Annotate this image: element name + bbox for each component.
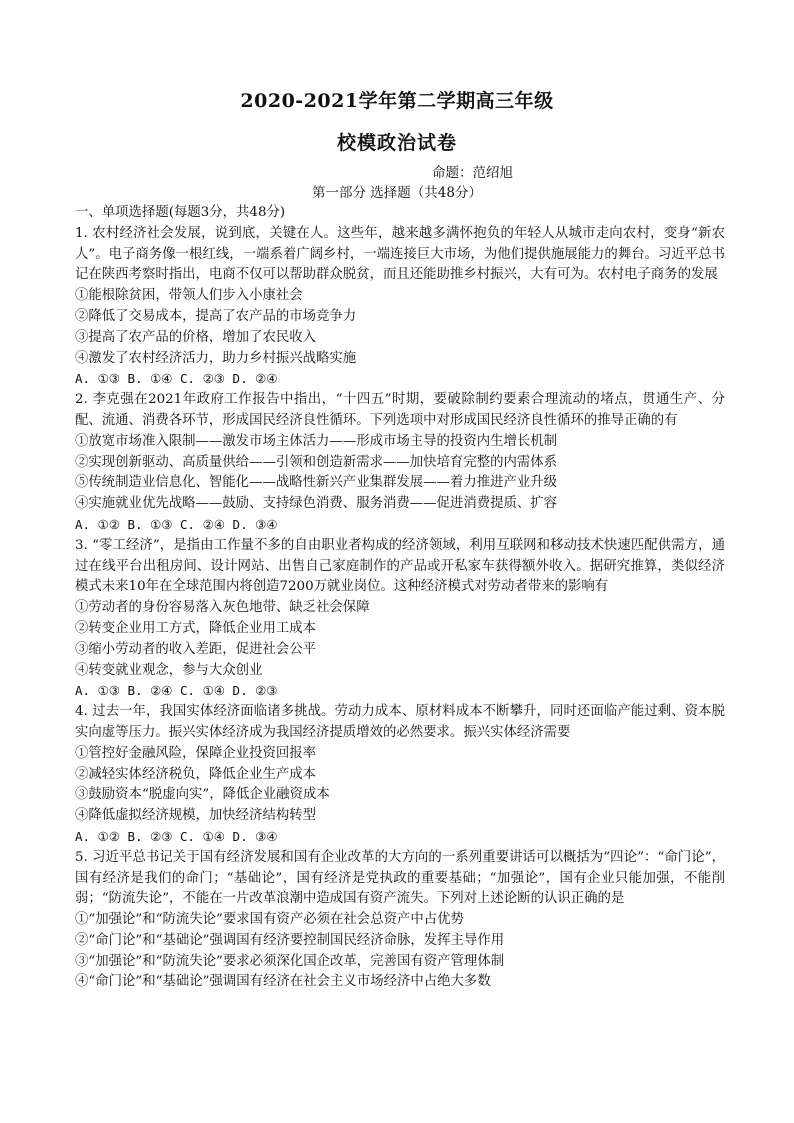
question-1-option: ①能根除贫困，带领人们步入小康社会 — [75, 288, 303, 304]
question-5-option: ②“命门论”和“基础论”强调国有经济要控制国民经济命脉，发挥主导作用 — [75, 932, 505, 948]
part-heading: 第一部分 选择题（共48分） — [312, 185, 482, 201]
section-heading: 一、单项选择题(每题3分，共48分) — [75, 205, 286, 220]
question-2-answers: A. ①② B. ①③ C. ②④ D. ③④ — [75, 516, 278, 532]
question-4-option: ①管控好金融风险，保障企业投资回报率 — [75, 745, 317, 761]
exam-title-year: 2020-2021学年第二学期高三年级 — [240, 90, 554, 112]
question-2-option: ①放宽市场准入限制——激发市场主体活力——形成市场主导的投资内生增长机制 — [75, 433, 558, 449]
question-3-stem: 3. “零工经济”，是指由工作量不多的自由职业者构成的经济领域，利用互联网和移动技术快速匹配供需方，通过在线平台出租房间、设计网站、出售自己家庭制作的产品或开私家车获得额外收入。据研究推算，类似经济模式未来10年在全球范围内将创造7200万就业岗位。这种经济模式对劳动者带来的影响有 — [75, 537, 725, 595]
question-1-stem: 1. 农村经济社会发展，说到底，关键在人。这些年，越来越多满怀抱负的年轻人从城市走向农村，变身“新农人”。电子商务像一根红线，一端系着广阔乡村，一端连接巨大市场，为他们提供施展能力的舞台。习近平总书记在陕西考察时指出，电商不仅可以帮助群众脱贫，而且还能助推乡村振兴，大有可为。农村电子商务的发展 — [75, 225, 725, 283]
question-area — [75, 203, 725, 993]
question-4-answers: A. ①② B. ②③ C. ①④ D. ③④ — [75, 828, 278, 844]
question-3-option: ③缩小劳动者的收入差距，促进社会公平 — [75, 641, 317, 657]
question-4-option: ③鼓励资本“脱虚向实”，降低企业融资成本 — [75, 787, 330, 803]
question-3-option: ①劳动者的身份容易落入灰色地带、缺乏社会保障 — [75, 600, 370, 616]
question-3-answers: A. ①③ B. ②④ C. ①④ D. ②③ — [75, 683, 278, 699]
question-1-answers: A. ①③ B. ①④ C. ②③ D. ②④ — [75, 371, 278, 387]
question-4-stem: 4. 过去一年，我国实体经济面临诸多挑战。劳动力成本、原材料成本不断攀升，同时还面临产能过剩、资本脱实向虚等压力。振兴实体经济成为我国经济提质增效的必然要求。振兴实体经济需要 — [75, 704, 725, 740]
question-2-option: ⑤传统制造业信息化、智能化——战略性新兴产业集群发展——着力推进产业升级 — [75, 475, 558, 491]
question-1-option: ④激发了农村经济活力，助力乡村振兴战略实施 — [75, 350, 357, 366]
question-2-stem: 2. 李克强在2021年政府工作报告中指出，“十四五”时期，要破除制约要素合理流动的堵点，贯通生产、分配、流通、消费各环节，形成国民经济良性循环。下列选项中对形成国民经济良性循环的推导正确的有 — [75, 392, 725, 428]
question-4-option: ④降低虚拟经济规模，加快经济结构转型 — [75, 808, 317, 824]
exam-author: 命题：范绍旭 — [432, 165, 513, 181]
question-2-option: ④实施就业优先战略——鼓励、支持绿色消费、服务消费——促进消费提质、扩容 — [75, 496, 558, 512]
question-3-option: ②转变企业用工方式，降低企业用工成本 — [75, 620, 317, 636]
question-5-option: ④“命门论”和“基础论”强调国有经济在社会主义市场经济中占绝大多数 — [75, 974, 491, 990]
question-4-option: ②减轻实体经济税负，降低企业生产成本 — [75, 766, 317, 782]
question-1-option: ③提高了农产品的价格，增加了农民收入 — [75, 329, 317, 345]
question-5-stem: 5. 习近平总书记关于国有经济发展和国有企业改革的大方向的一系列重要讲话可以概括为“四论”：“命门论”，国有经济是我们的命门；“基础论”，国有经济是党执政的重要基础；“加强论”，国有企业只能加强，不能削弱；“防流失论”，不能在一片改革浪潮中造成国有资产流失。下列对上述论断的认识正确的是 — [75, 849, 725, 907]
question-5-option: ③“加强论”和“防流失论”要求必须深化国企改革，完善国有资产管理体制 — [75, 953, 505, 969]
question-1-option: ②降低了交易成本，提高了农产品的市场竞争力 — [75, 308, 357, 324]
exam-title-subject: 校模政治试卷 — [336, 132, 457, 154]
question-2-option: ②实现创新驱动、高质量供给——引领和创造新需求——加快培育完整的内需体系 — [75, 454, 558, 470]
question-5-option: ①“加强论”和“防流失论”要求国有资产必须在社会总资产中占优势 — [75, 912, 464, 928]
question-3-option: ④转变就业观念，参与大众创业 — [75, 662, 263, 678]
